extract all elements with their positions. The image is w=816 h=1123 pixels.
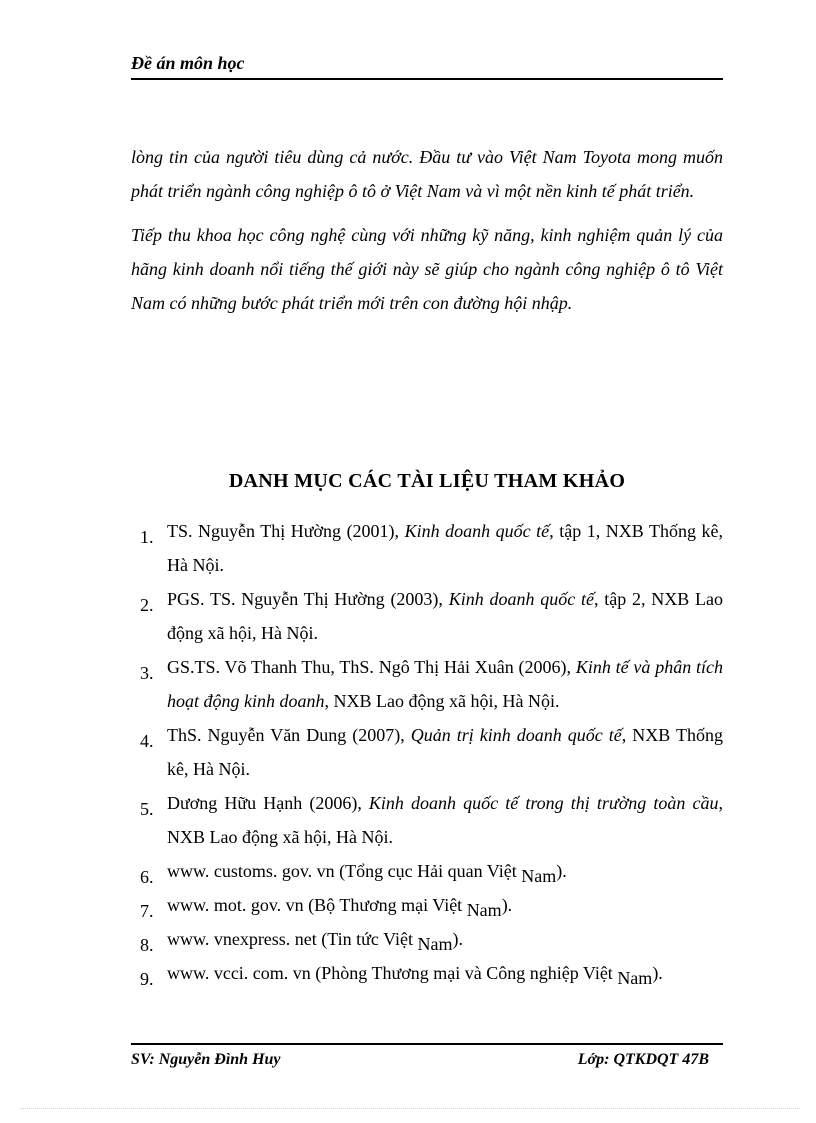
reference-country: Nam <box>617 968 653 988</box>
reference-number: 9. <box>140 969 154 989</box>
references-list <box>140 514 723 990</box>
reference-item <box>140 786 723 854</box>
reference-close: ). <box>652 963 663 983</box>
reference-authors: ThS. Nguyễn Văn Dung (2007), <box>167 725 411 745</box>
reference-close: ). <box>556 861 567 881</box>
reference-authors: TS. Nguyễn Thị Hường (2001), <box>167 521 405 541</box>
reference-number: 1. <box>140 527 154 547</box>
reference-item <box>140 854 723 888</box>
reference-publisher: , NXB Lao động xã hội, Hà Nội. <box>324 691 560 711</box>
reference-item <box>140 514 723 582</box>
reference-title: Kinh doanh quốc tế trong thị trường toàn cầu <box>368 793 719 813</box>
reference-country: Nam <box>466 900 502 920</box>
page-edge-divider <box>20 1108 800 1109</box>
reference-item <box>140 888 723 922</box>
reference-item <box>140 582 723 650</box>
reference-website: www. vnexpress. net (Tin tức Việt <box>167 929 418 949</box>
reference-number: 3. <box>140 663 154 683</box>
reference-authors: GS.TS. Võ Thanh Thu, ThS. Ngô Thị Hải Xuân (2006), <box>167 657 576 677</box>
reference-close: ). <box>452 929 463 949</box>
footer-class: Lớp: QTKDQT 47B <box>577 1051 709 1068</box>
reference-number: 7. <box>140 901 154 921</box>
reference-title: Kinh doanh quốc tế <box>448 589 594 609</box>
reference-authors: PGS. TS. Nguyễn Thị Hường (2003), <box>167 589 449 609</box>
reference-country: Nam <box>417 934 453 954</box>
reference-website: www. customs. gov. vn (Tổng cục Hải quan Việt <box>167 861 522 881</box>
reference-title: Kinh tế và phân tích hoạt động kinh doanh <box>167 657 723 711</box>
reference-website: www. vcci. com. vn (Phòng Thương mại và Công nghiệp Việt <box>167 963 618 983</box>
reference-close: ). <box>501 895 513 915</box>
intro-text <box>131 140 723 330</box>
reference-title: Kinh doanh quốc tế <box>404 521 550 541</box>
intro-paragraph-1: lòng tin của người tiêu dùng cả nước. Đầu tư vào Việt Nam Toyota mong muốn phát triển ngành công nghiệp ô tô ở Việt Nam và vì một nền kinh tế phát triển. <box>131 147 723 201</box>
reference-number: 4. <box>140 731 154 751</box>
footer-student-name: SV: Nguyễn Đình Huy <box>131 1051 281 1068</box>
header-title: Đề án môn học <box>131 53 245 73</box>
reference-item <box>140 956 723 990</box>
reference-publisher: , tập 2, NXB Lao động xã hội, Hà Nội. <box>167 589 723 643</box>
reference-publisher: , tập 1, NXB Thống kê, Hà Nội. <box>167 521 723 575</box>
reference-number: 6. <box>140 867 154 887</box>
page-header <box>131 52 723 80</box>
reference-number: 8. <box>140 935 154 955</box>
reference-publisher: , NXB Thống kê, Hà Nội. <box>167 725 723 779</box>
reference-item <box>140 650 723 718</box>
reference-title: Quản trị kinh doanh quốc tế <box>410 725 622 745</box>
reference-country: Nam <box>521 866 557 886</box>
reference-item <box>140 718 723 786</box>
reference-item <box>140 922 723 956</box>
reference-number: 5. <box>140 799 154 819</box>
page-footer <box>131 1043 723 1075</box>
references-title: DANH MỤC CÁC TÀI LIỆU THAM KHẢO <box>228 470 626 492</box>
intro-paragraph-2: Tiếp thu khoa học công nghệ cùng với những kỹ năng, kinh nghiệm quản lý của hãng kinh doanh nổi tiếng thế giới này sẽ giúp cho ngành công nghiệp ô tô Việt Nam có những bước phát triển mới trên con đường hội nhập. <box>131 225 723 313</box>
reference-website: www. mot. gov. vn (Bộ Thương mại Việt <box>167 895 467 915</box>
reference-number: 2. <box>140 595 154 615</box>
reference-authors: Dương Hữu Hạnh (2006), <box>167 793 369 813</box>
reference-publisher: , NXB Lao động xã hội, Hà Nội. <box>167 793 723 847</box>
